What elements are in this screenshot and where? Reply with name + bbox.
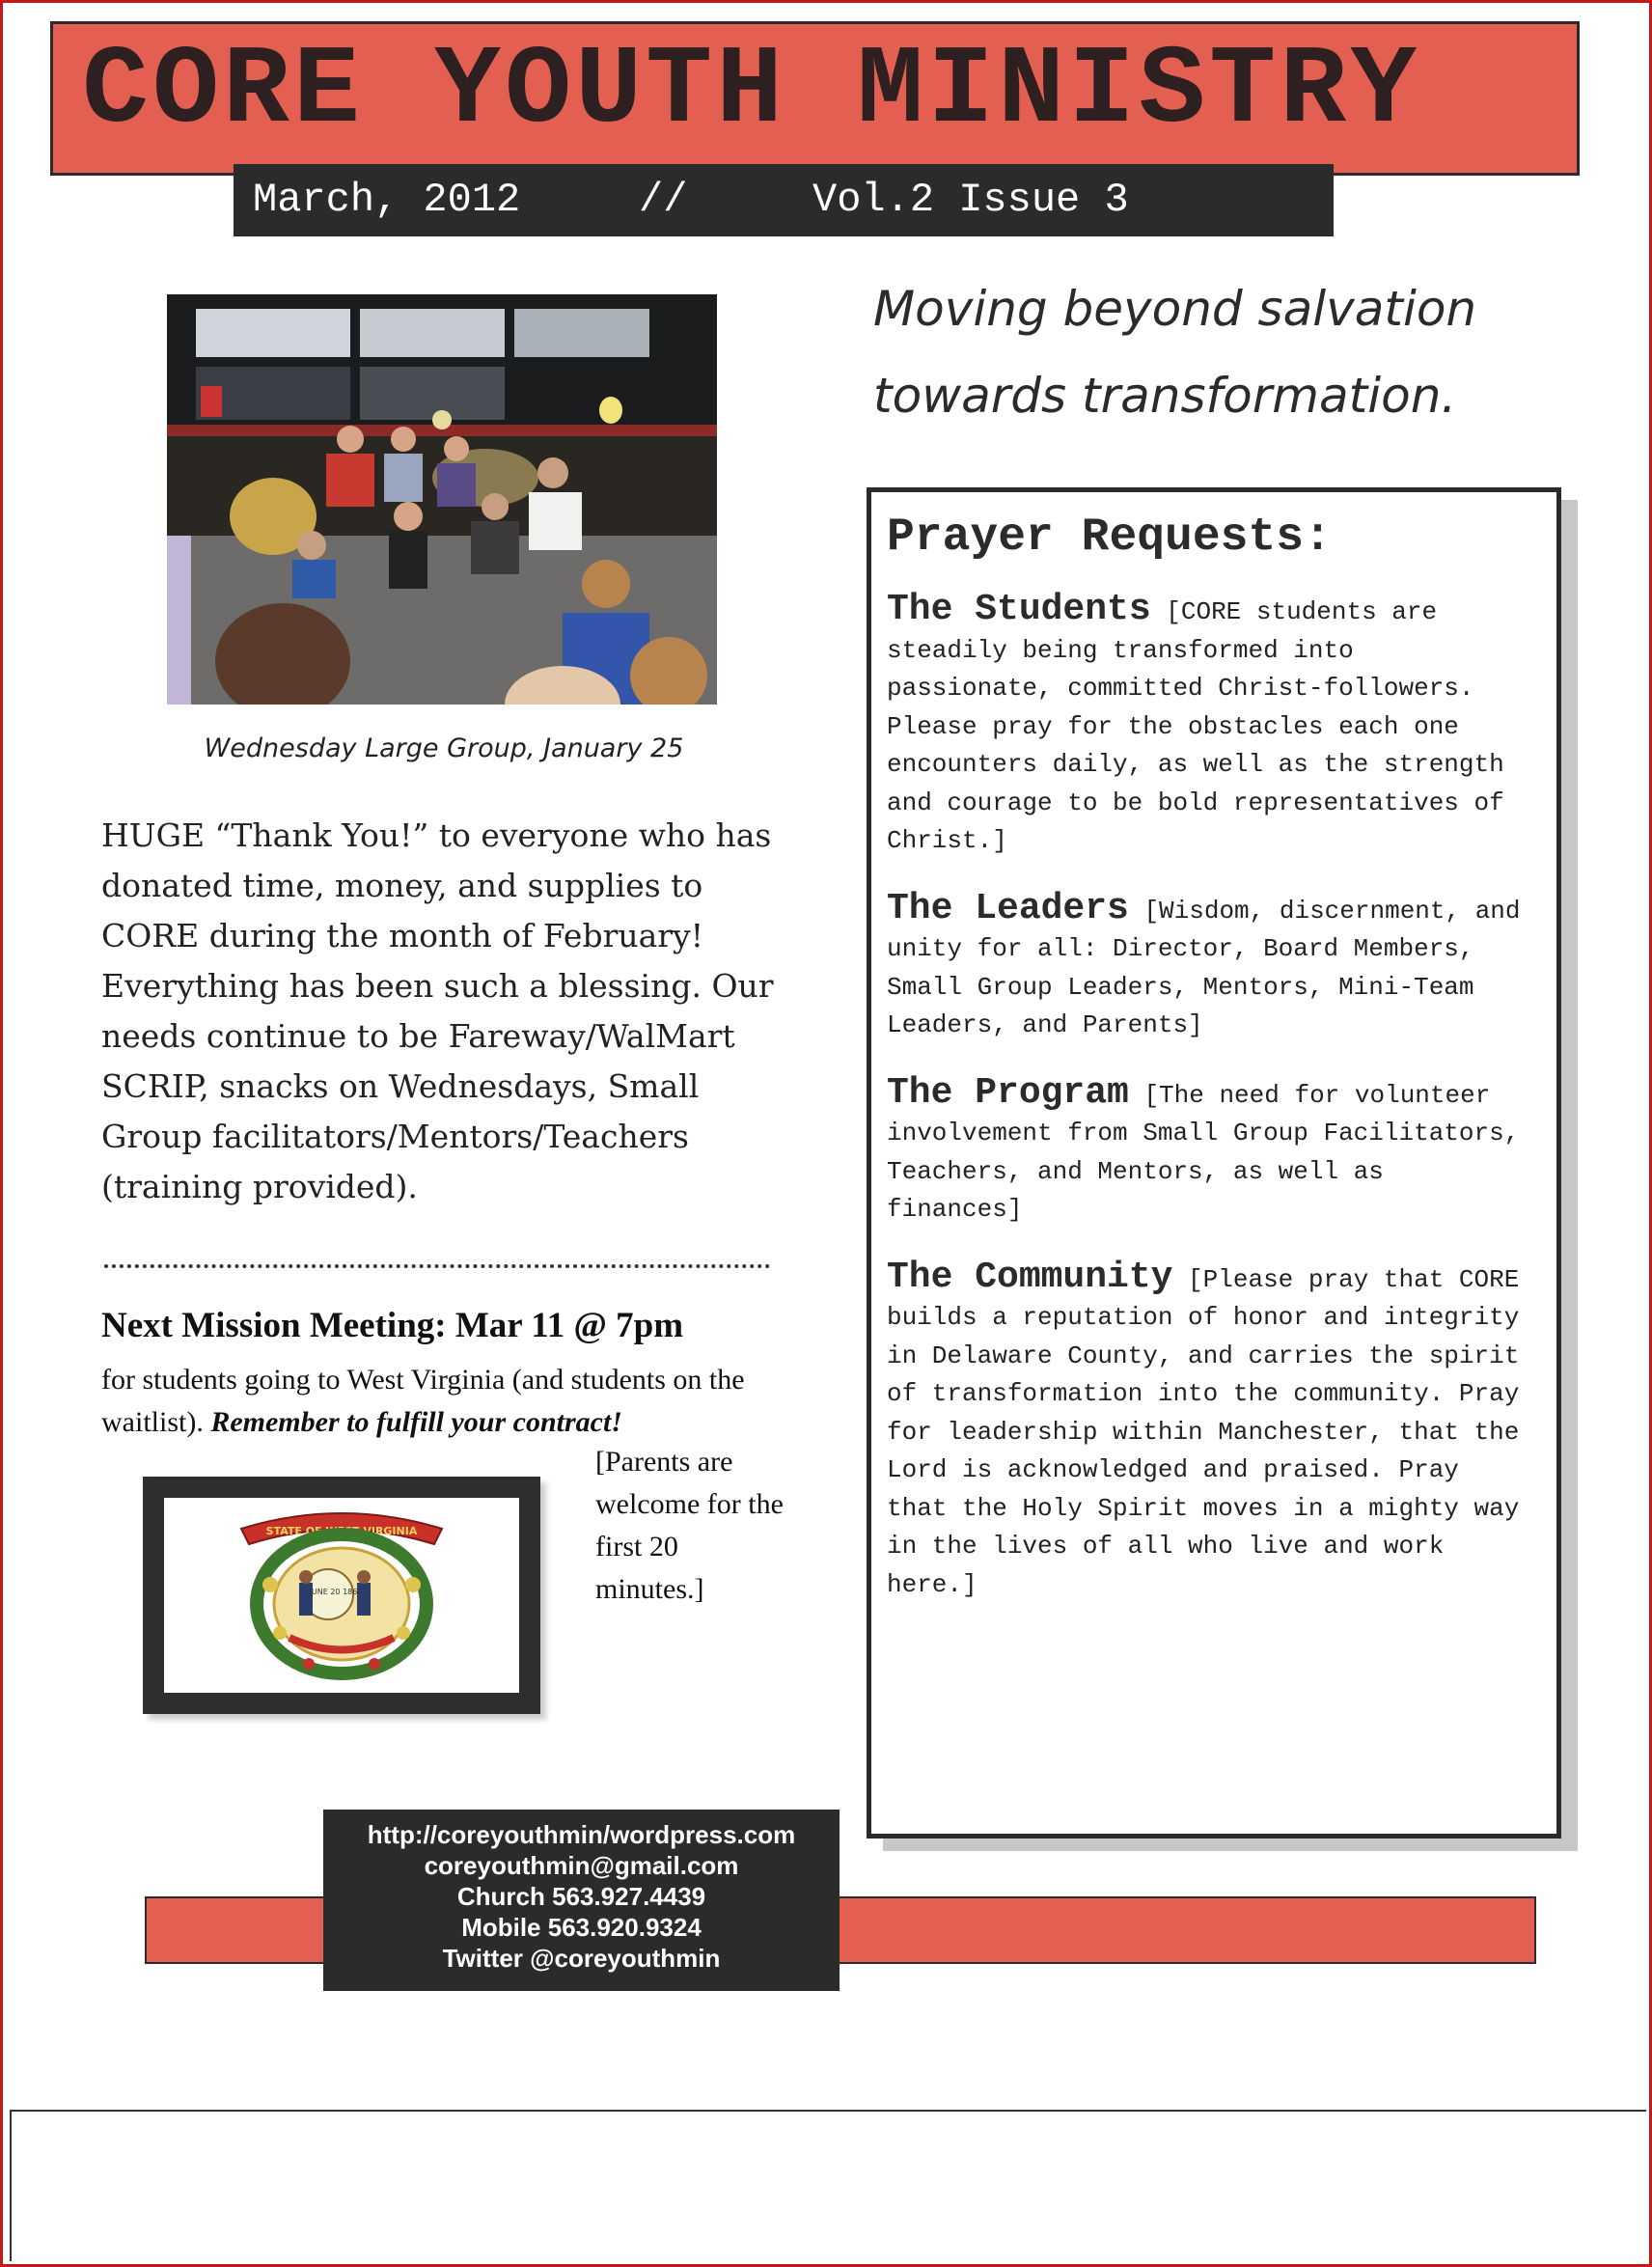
flag-ribbon-text: STATE OF WEST VIRGINIA [265, 1525, 418, 1537]
page-divider [10, 2110, 1646, 2112]
tagline-line-1: Moving beyond salvation [873, 281, 1477, 337]
west-virginia-flag [143, 1477, 540, 1714]
prayer-item-title: The Students [887, 589, 1151, 630]
prayer-item-title: The Leaders [887, 887, 1129, 929]
website-link[interactable]: http://coreyouthmin/wordpress.com [367, 1820, 796, 1849]
page-divider-vertical [10, 2110, 12, 2261]
prayer-item-text: [Wisdom, discernment, and unity for all: Director, Board Members, Small Group Leaders, Mentors, Mini-Team Leaders, and Parents] [887, 896, 1521, 1039]
flag-date-text: JUNE 20 1863 [309, 1588, 363, 1596]
prayer-requests-box [867, 487, 1561, 1838]
tagline [873, 265, 1607, 439]
prayer-item-title: The Community [887, 1256, 1173, 1298]
email-link[interactable]: coreyouthmin@gmail.com [424, 1851, 739, 1880]
dateline-separator: // [639, 177, 688, 223]
dateline-bar [234, 164, 1334, 236]
prayer-item-text: [CORE students are steadily being transformed into passionate, committed Christ-followers. Please pray for the obstacles each one encounters daily, as well as the strength and courage to be bold representatives of Christ.] [887, 597, 1504, 855]
prayer-item-title: The Program [887, 1071, 1129, 1114]
prayer-item-leaders [887, 887, 1524, 1045]
photo-caption: Wednesday Large Group, January 25 [204, 733, 684, 763]
mission-details: for students going to West Virginia (and students on the waitlist). [101, 1364, 745, 1438]
parents-note: [Parents are welcome for the first 20 minutes.] [595, 1446, 784, 1605]
prayer-requests-heading: Prayer Requests: [887, 511, 1332, 564]
issue-number: Vol.2 Issue 3 [812, 177, 1129, 223]
contract-reminder: Remember to fulfill your contract! [210, 1406, 622, 1438]
thank-you-paragraph: HUGE “Thank You!” to everyone who has donated time, money, and supplies to CORE during the month of February! Everything has been such a blessing. Our needs continue to be Fareway/WalMart SCRIP, snacks on Wednesdays, Small Group facilitators/Mentors/Teachers (training provided). [101, 816, 774, 1205]
prayer-item-community [887, 1258, 1524, 1605]
prayer-item-text: [The need for volunteer involvement from Small Group Facilitators, Teachers, and Mentors, as well as finances] [887, 1080, 1520, 1224]
state-seal-icon [164, 1498, 519, 1693]
mobile-phone: Mobile 563.920.9324 [461, 1913, 702, 1942]
prayer-item-text: [Please pray that CORE builds a reputation of honor and integrity in Delaware County, and carries the spirit of transformation into the community. Pray for leadership within Manchester, that the Lord is acknowledged and praised. Pray that the Holy Spirit moves in a mighty way in the lives of all who live and work here.] [887, 1264, 1520, 1599]
twitter-handle[interactable]: Twitter @coreyouthmin [442, 1944, 721, 1973]
mission-meeting-text [101, 1359, 796, 1444]
newsletter-title: CORE YOUTH MINISTRY [82, 28, 1421, 154]
masthead [50, 21, 1580, 176]
mission-meeting-title: Next Mission Meeting: Mar 11 @ 7pm [101, 1306, 684, 1345]
prayer-item-students [887, 591, 1524, 861]
tagline-line-2: towards transformation. [873, 368, 1457, 424]
contact-card [323, 1810, 840, 1991]
issue-date: March, 2012 [253, 177, 521, 223]
dotted-divider [104, 1264, 770, 1268]
church-phone: Church 563.927.4439 [456, 1882, 706, 1911]
prayer-item-program [887, 1071, 1524, 1230]
group-photo [167, 294, 717, 705]
